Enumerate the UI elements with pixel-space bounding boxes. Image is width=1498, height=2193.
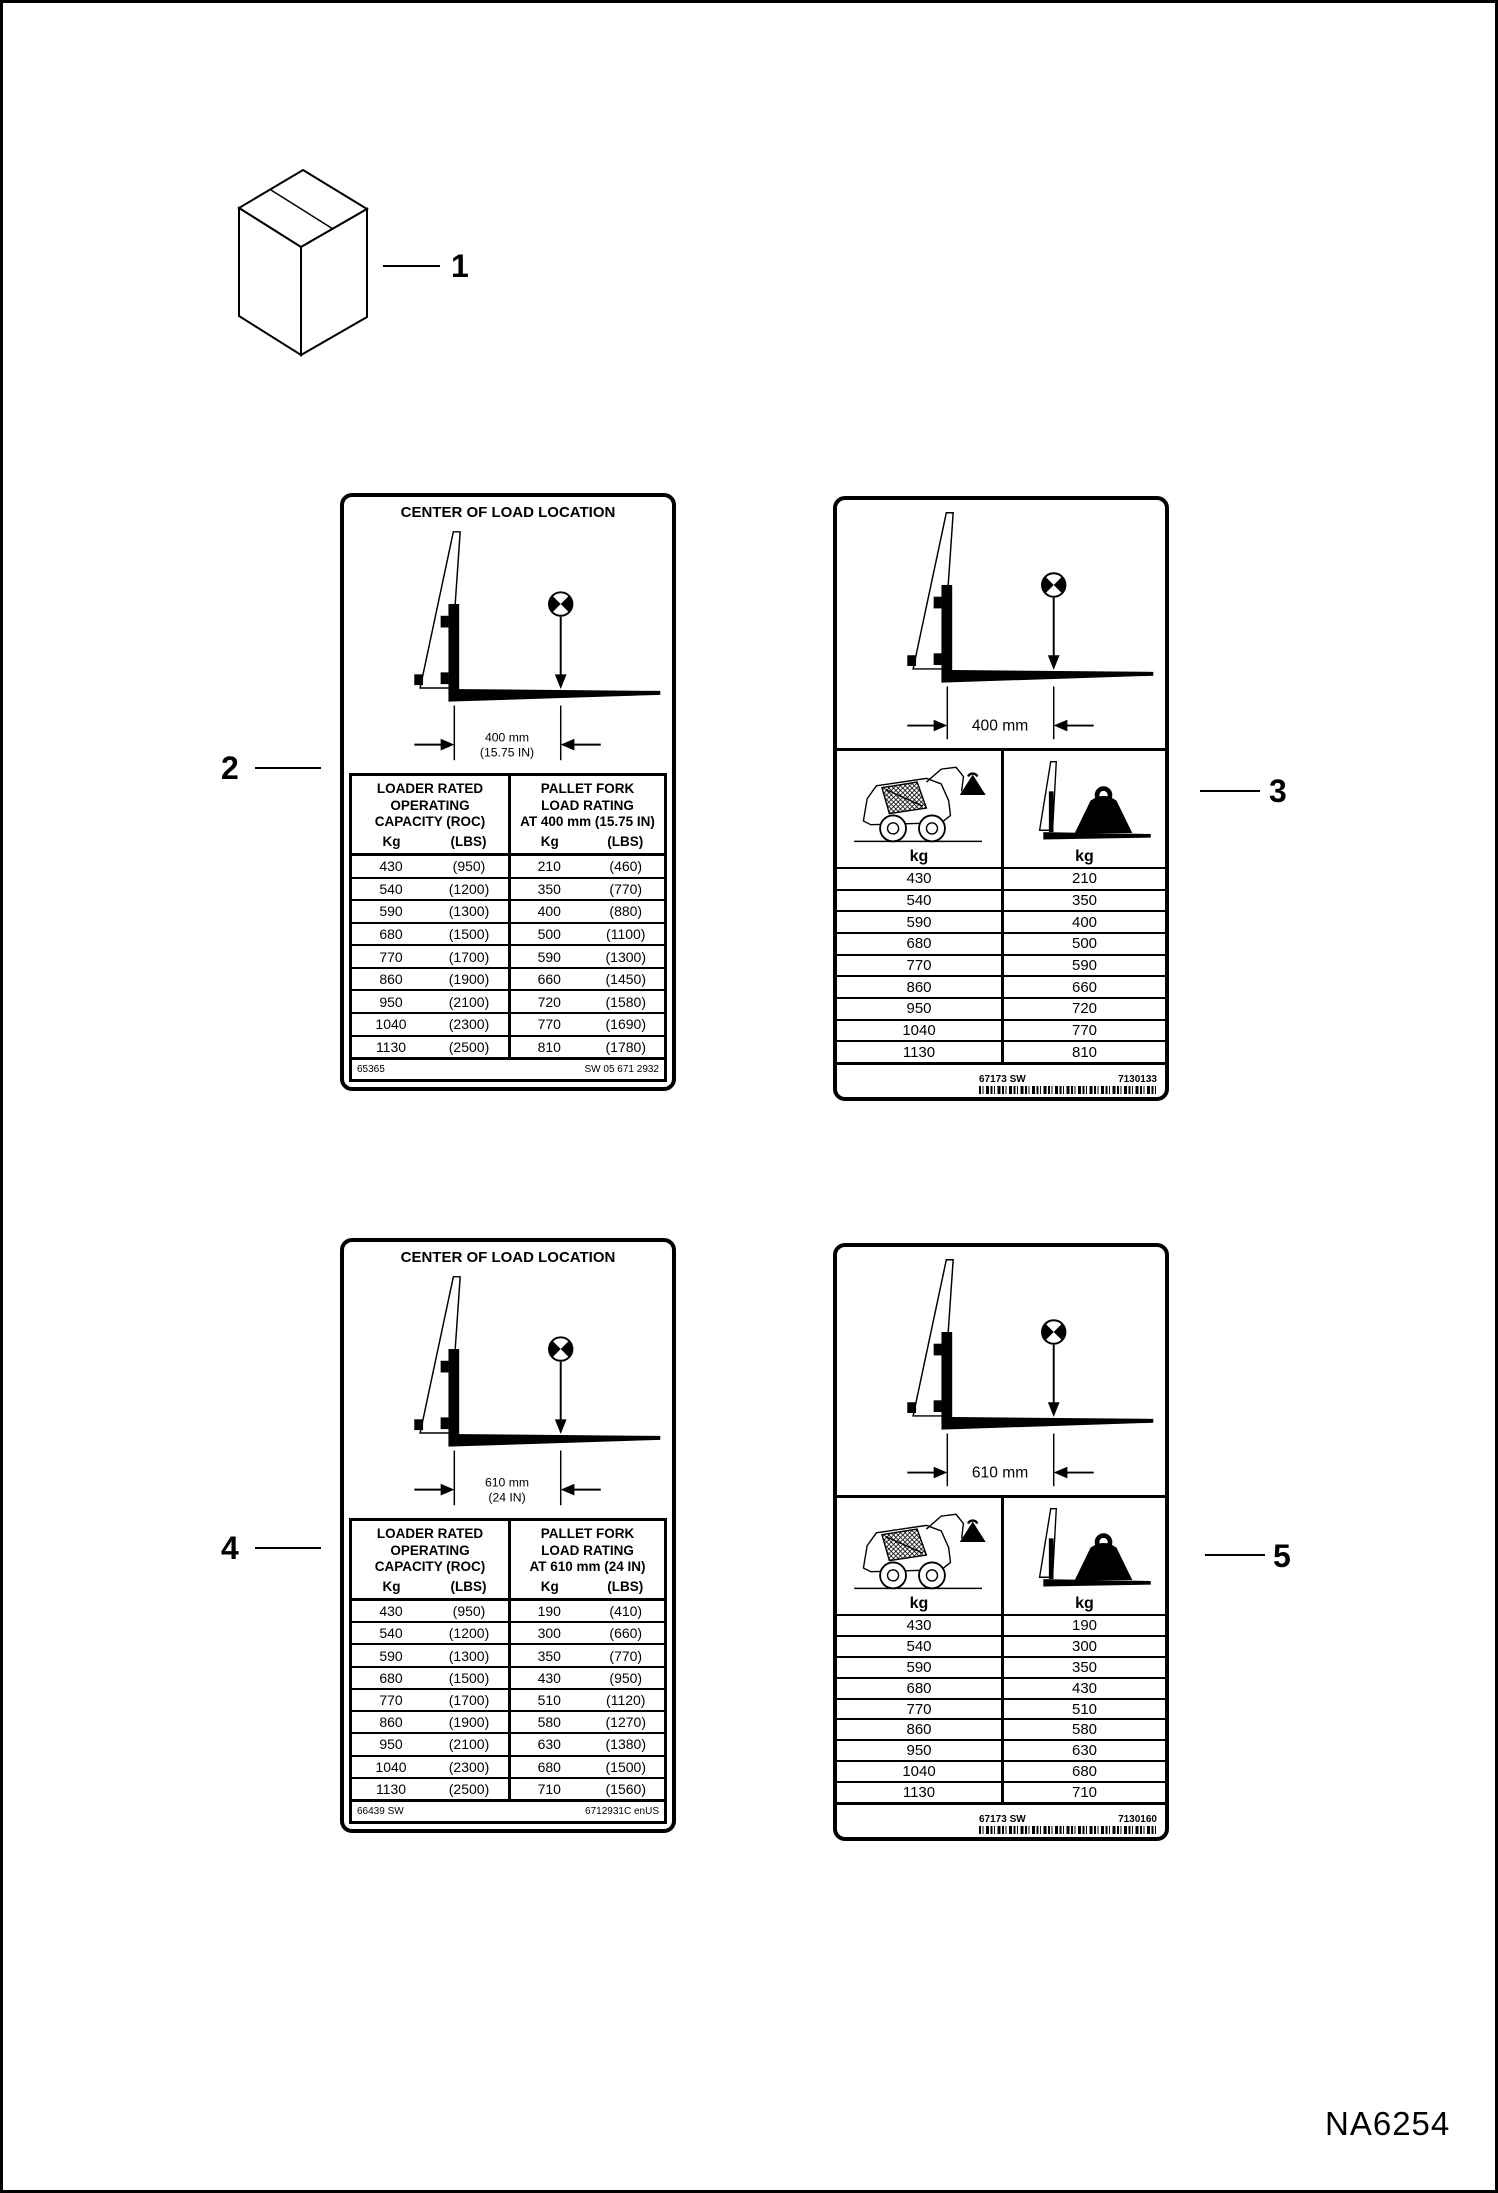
fork-kg-value: 770 bbox=[1001, 1021, 1165, 1041]
fork-lbs-value: (660) bbox=[609, 1625, 643, 1642]
table-body bbox=[837, 869, 1165, 1062]
dimension-mm: 400 mm bbox=[485, 730, 530, 745]
decal-footer bbox=[352, 1799, 664, 1821]
fork-kg-value: 400 bbox=[537, 903, 561, 920]
roc-kg-value: 1040 bbox=[375, 1758, 407, 1775]
roc-kg-value: 590 bbox=[379, 903, 403, 920]
roc-kg-value: 680 bbox=[379, 1669, 403, 1686]
roc-kg-value: 430 bbox=[379, 858, 403, 875]
decal-footer bbox=[979, 1814, 1157, 1834]
roc-kg-value: 770 bbox=[906, 957, 932, 975]
fork-lbs-value: (1580) bbox=[605, 993, 646, 1010]
fork-lbs-value: (1270) bbox=[605, 1714, 646, 1731]
roc-kg-value: 590 bbox=[906, 913, 932, 931]
table-row bbox=[837, 1698, 1165, 1719]
table-row bbox=[352, 1777, 664, 1799]
roc-lbs-value: (1700) bbox=[448, 948, 490, 965]
roc-column-header: LOADER RATED OPERATING CAPACITY (ROC) Kg (LBS) bbox=[374, 1526, 487, 1594]
callout-line-5 bbox=[1205, 1554, 1265, 1556]
capacity-table bbox=[349, 773, 667, 1082]
loader-capacity-cell bbox=[837, 751, 1001, 867]
roc-lbs-value: (1300) bbox=[448, 1647, 490, 1664]
table-row bbox=[352, 1710, 664, 1732]
table-body bbox=[837, 1616, 1165, 1802]
dimension-mm: 610 mm bbox=[485, 1475, 530, 1490]
roc-kg-value: 1040 bbox=[902, 1022, 936, 1040]
roc-kg-value: 860 bbox=[379, 1714, 403, 1731]
fork-rating-column-header: PALLET FORK LOAD RATING AT 610 mm (24 IN) Kg (LBS) bbox=[508, 1521, 664, 1598]
table-row bbox=[352, 944, 664, 967]
roc-column-header: LOADER RATED OPERATING CAPACITY (ROC) Kg (LBS) bbox=[374, 781, 487, 849]
decal-part-number: 67173 SW bbox=[979, 1074, 1026, 1085]
roc-kg-value: 860 bbox=[906, 1721, 932, 1739]
barcode bbox=[979, 1826, 1157, 1834]
roc-kg-value: 1130 bbox=[375, 1038, 407, 1055]
fork-kg-value: 210 bbox=[537, 858, 561, 875]
fork-lbs-value: (1780) bbox=[605, 1038, 646, 1055]
fork-kg-value: 660 bbox=[1001, 977, 1165, 997]
callout-line-3 bbox=[1200, 790, 1260, 792]
fork-rating-column-header: PALLET FORK LOAD RATING AT 400 mm (15.75 IN) Kg (LBS) bbox=[508, 776, 664, 853]
table-row bbox=[837, 910, 1165, 932]
fork-kg-value: 710 bbox=[1001, 1783, 1165, 1802]
center-of-gravity-icon bbox=[549, 1337, 572, 1360]
fork-kg-value: 810 bbox=[537, 1038, 561, 1055]
unit-label-kg: kg bbox=[1075, 848, 1094, 865]
callout-number-5: 5 bbox=[1273, 1538, 1291, 1574]
fork-lbs-value: (950) bbox=[609, 1669, 643, 1686]
fork-kg-value: 510 bbox=[1001, 1700, 1165, 1719]
callout-line-1 bbox=[383, 265, 440, 267]
roc-kg-value: 770 bbox=[379, 1691, 403, 1708]
roc-kg-value: 590 bbox=[379, 1647, 403, 1664]
fork-kg-value: 300 bbox=[537, 1625, 561, 1642]
callout-number-1: 1 bbox=[451, 248, 469, 284]
roc-lbs-value: (2100) bbox=[448, 993, 490, 1010]
fork-lbs-value: (1560) bbox=[605, 1780, 646, 1797]
fork-kg-value: 300 bbox=[1001, 1637, 1165, 1656]
fork-lbs-value: (1380) bbox=[605, 1736, 646, 1753]
decal-part-number: 67173 SW bbox=[979, 1814, 1026, 1825]
fork-lbs-value: (1690) bbox=[605, 1016, 646, 1033]
roc-kg-value: 540 bbox=[906, 1637, 932, 1655]
callout-number-3: 3 bbox=[1269, 773, 1287, 809]
decal-footer bbox=[352, 1057, 664, 1079]
fork-kg-value: 350 bbox=[537, 1647, 561, 1664]
roc-lbs-value: (2500) bbox=[448, 1038, 490, 1055]
icons-header-row bbox=[837, 1498, 1165, 1616]
decal-load-rating-610mm-metric bbox=[833, 1243, 1169, 1841]
roc-kg-value: 950 bbox=[379, 1736, 403, 1753]
roc-lbs-value: (1700) bbox=[448, 1691, 490, 1708]
dimension-mm: 400 mm bbox=[971, 717, 1029, 735]
roc-lbs-value: (2300) bbox=[448, 1016, 490, 1033]
fork-lbs-value: (1450) bbox=[605, 971, 646, 988]
unit-label-kg: kg bbox=[1075, 1595, 1094, 1612]
fork-kg-value: 770 bbox=[537, 1016, 561, 1033]
roc-kg-value: 950 bbox=[906, 1742, 932, 1760]
fork-kg-value: 720 bbox=[1001, 999, 1165, 1019]
table-row bbox=[352, 877, 664, 900]
decal-part-number: 66439 SW bbox=[357, 1806, 404, 1817]
table-row bbox=[837, 869, 1165, 889]
pallet-fork-diagram bbox=[837, 1249, 1165, 1495]
icons-header-row bbox=[837, 751, 1165, 869]
roc-lbs-value: (1500) bbox=[448, 1669, 490, 1686]
dimension-in: (15.75 IN) bbox=[479, 745, 535, 760]
table-row bbox=[352, 1755, 664, 1777]
capacity-table bbox=[349, 1518, 667, 1824]
barcode bbox=[979, 1086, 1157, 1094]
decal-title: CENTER OF LOAD LOCATION bbox=[400, 1249, 616, 1266]
fork-load-icon bbox=[1010, 758, 1160, 846]
page-code: NA6254 bbox=[1325, 2105, 1451, 2142]
roc-lbs-value: (2100) bbox=[448, 1736, 490, 1753]
roc-kg-value: 950 bbox=[379, 993, 403, 1010]
table-row bbox=[837, 1656, 1165, 1677]
table-row bbox=[837, 1616, 1165, 1635]
center-of-gravity-icon bbox=[549, 592, 572, 615]
roc-kg-value: 770 bbox=[379, 948, 403, 965]
skid-steer-loader-icon bbox=[839, 1505, 999, 1593]
callout-line-4 bbox=[255, 1547, 321, 1549]
table-row bbox=[837, 1781, 1165, 1802]
fork-lbs-value: (880) bbox=[609, 903, 643, 920]
dimension-mm: 610 mm bbox=[971, 1464, 1029, 1482]
roc-lbs-value: (1900) bbox=[448, 971, 490, 988]
callout-line-2 bbox=[255, 767, 321, 769]
fork-kg-value: 400 bbox=[1001, 912, 1165, 932]
table-row bbox=[352, 1732, 664, 1754]
table-row bbox=[352, 899, 664, 922]
unit-label-kg: kg bbox=[909, 1595, 929, 1612]
unit-label-kg: kg bbox=[909, 848, 929, 865]
fork-kg-value: 810 bbox=[1001, 1042, 1165, 1062]
fork-kg-value: 510 bbox=[537, 1691, 561, 1708]
decal-footer bbox=[979, 1074, 1157, 1094]
table-row bbox=[837, 954, 1165, 976]
fork-kg-value: 190 bbox=[1001, 1616, 1165, 1635]
table-row bbox=[837, 997, 1165, 1019]
decal-load-rating-400mm-metric bbox=[833, 496, 1169, 1101]
table-row bbox=[352, 1601, 664, 1621]
table-row bbox=[837, 1739, 1165, 1760]
loader-capacity-cell bbox=[837, 1498, 1001, 1614]
callout-number-4: 4 bbox=[221, 1530, 239, 1566]
table-row bbox=[837, 1718, 1165, 1739]
fork-kg-value: 660 bbox=[537, 971, 561, 988]
roc-lbs-value: (2300) bbox=[448, 1758, 490, 1775]
fork-lbs-value: (770) bbox=[609, 1647, 643, 1664]
fork-kg-value: 720 bbox=[537, 993, 561, 1010]
roc-lbs-value: (1300) bbox=[448, 903, 490, 920]
decal-part-number: 65365 bbox=[357, 1064, 385, 1075]
decal-title: CENTER OF LOAD LOCATION bbox=[400, 504, 616, 521]
roc-kg-value: 680 bbox=[379, 925, 403, 942]
decal-load-location-610mm bbox=[340, 1238, 676, 1833]
fork-kg-value: 710 bbox=[537, 1780, 561, 1797]
dimension-in: (24 IN) bbox=[488, 1490, 526, 1505]
roc-kg-value: 1130 bbox=[375, 1780, 407, 1797]
roc-kg-value: 770 bbox=[906, 1700, 932, 1718]
kg-table bbox=[837, 1495, 1165, 1805]
fork-rating-cell bbox=[1001, 751, 1165, 867]
fork-load-icon bbox=[1010, 1505, 1160, 1593]
table-row bbox=[352, 1012, 664, 1035]
kg-table bbox=[837, 748, 1165, 1065]
table-header bbox=[352, 776, 664, 856]
fork-lbs-value: (1300) bbox=[605, 948, 646, 965]
roc-kg-value: 1040 bbox=[375, 1016, 407, 1033]
table-row bbox=[352, 989, 664, 1012]
table-row bbox=[352, 922, 664, 945]
package-box-icon bbox=[231, 167, 373, 359]
roc-kg-value: 430 bbox=[906, 870, 932, 888]
fork-kg-value: 350 bbox=[1001, 1658, 1165, 1677]
fork-kg-value: 350 bbox=[537, 880, 561, 897]
fork-kg-value: 500 bbox=[1001, 934, 1165, 954]
roc-kg-value: 860 bbox=[906, 978, 932, 996]
decal-load-location-400mm bbox=[340, 493, 676, 1091]
fork-lbs-value: (1500) bbox=[605, 1758, 646, 1775]
fork-kg-value: 680 bbox=[1001, 1762, 1165, 1781]
fork-kg-value: 190 bbox=[537, 1603, 561, 1620]
center-of-gravity-icon bbox=[1042, 573, 1065, 596]
roc-kg-value: 1130 bbox=[902, 1043, 936, 1061]
pallet-fork-diagram bbox=[344, 1268, 672, 1516]
roc-kg-value: 1040 bbox=[902, 1763, 936, 1781]
roc-kg-value: 680 bbox=[906, 1679, 932, 1697]
table-row bbox=[837, 1040, 1165, 1062]
fork-kg-value: 430 bbox=[537, 1669, 561, 1686]
roc-lbs-value: (950) bbox=[452, 858, 486, 875]
roc-kg-value: 540 bbox=[379, 1625, 403, 1642]
table-row bbox=[837, 1760, 1165, 1781]
table-row bbox=[352, 1621, 664, 1643]
roc-kg-value: 430 bbox=[379, 1603, 403, 1620]
fork-kg-value: 210 bbox=[1001, 869, 1165, 889]
fork-kg-value: 580 bbox=[1001, 1720, 1165, 1739]
roc-kg-value: 540 bbox=[379, 880, 403, 897]
roc-kg-value: 590 bbox=[906, 1658, 932, 1676]
center-of-gravity-icon bbox=[1042, 1320, 1065, 1343]
fork-lbs-value: (460) bbox=[609, 858, 643, 875]
pallet-fork-diagram bbox=[344, 523, 672, 771]
table-row bbox=[352, 1688, 664, 1710]
fork-kg-value: 630 bbox=[1001, 1741, 1165, 1760]
roc-lbs-value: (950) bbox=[452, 1603, 486, 1620]
table-body bbox=[352, 1601, 664, 1799]
table-row bbox=[837, 932, 1165, 954]
fork-kg-value: 500 bbox=[537, 925, 561, 942]
decal-code: 7130160 bbox=[1118, 1814, 1157, 1825]
decal-revision-code: 6712931C enUS bbox=[585, 1806, 659, 1817]
roc-kg-value: 950 bbox=[906, 1000, 932, 1018]
roc-lbs-value: (1900) bbox=[448, 1714, 490, 1731]
table-row bbox=[352, 1035, 664, 1058]
table-row bbox=[837, 1677, 1165, 1698]
pallet-fork-diagram bbox=[837, 502, 1165, 748]
roc-kg-value: 430 bbox=[906, 1616, 932, 1634]
table-row bbox=[837, 975, 1165, 997]
decal-revision-code: SW 05 671 2932 bbox=[584, 1064, 659, 1075]
roc-kg-value: 1130 bbox=[902, 1784, 936, 1802]
table-row bbox=[352, 1666, 664, 1688]
decal-code: 7130133 bbox=[1118, 1074, 1157, 1085]
fork-kg-value: 580 bbox=[537, 1714, 561, 1731]
table-row bbox=[352, 856, 664, 877]
roc-lbs-value: (1500) bbox=[448, 925, 490, 942]
callout-number-2: 2 bbox=[221, 750, 239, 786]
roc-kg-value: 540 bbox=[906, 892, 932, 909]
table-body bbox=[352, 856, 664, 1057]
fork-kg-value: 630 bbox=[537, 1736, 561, 1753]
fork-lbs-value: (770) bbox=[609, 880, 643, 897]
fork-kg-value: 680 bbox=[537, 1758, 561, 1775]
fork-kg-value: 430 bbox=[1001, 1679, 1165, 1698]
roc-kg-value: 860 bbox=[379, 971, 403, 988]
roc-lbs-value: (1200) bbox=[448, 1625, 490, 1642]
table-row bbox=[352, 967, 664, 990]
fork-kg-value: 590 bbox=[537, 948, 561, 965]
table-row bbox=[837, 889, 1165, 911]
fork-kg-value: 590 bbox=[1001, 956, 1165, 976]
fork-kg-value: 350 bbox=[1001, 891, 1165, 911]
fork-lbs-value: (410) bbox=[609, 1603, 643, 1620]
fork-rating-cell bbox=[1001, 1498, 1165, 1614]
skid-steer-loader-icon bbox=[839, 758, 999, 846]
roc-kg-value: 680 bbox=[906, 935, 932, 953]
table-row bbox=[837, 1019, 1165, 1041]
table-row bbox=[352, 1643, 664, 1665]
fork-lbs-value: (1120) bbox=[606, 1691, 646, 1708]
table-header bbox=[352, 1521, 664, 1601]
roc-lbs-value: (1200) bbox=[448, 880, 490, 897]
roc-lbs-value: (2500) bbox=[448, 1780, 490, 1797]
fork-lbs-value: (1100) bbox=[606, 925, 646, 942]
table-row bbox=[837, 1635, 1165, 1656]
